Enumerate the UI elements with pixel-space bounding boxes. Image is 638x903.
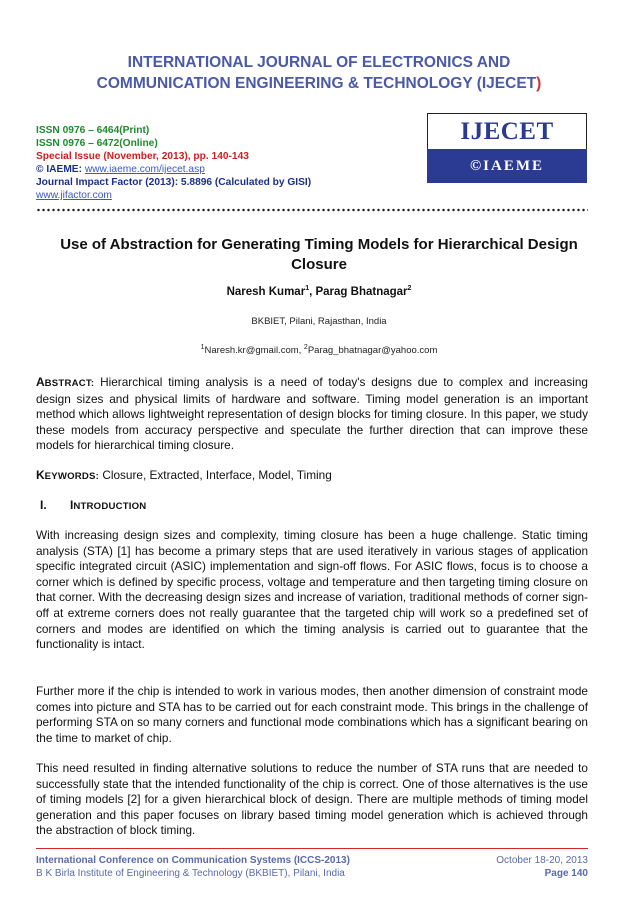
journal-title-line2: COMMUNICATION ENGINEERING & TECHNOLOGY (IJECET) [96, 75, 542, 92]
footer-conference: International Conference on Communication Systems (ICCS-2013) [36, 855, 350, 866]
email-2: Parag_bhatnagar@yahoo.com [307, 345, 438, 356]
iaeme-line [36, 163, 311, 176]
footer-institute: B K Birla Institute of Engineering & Technology (BKBIET), Pilani, India [36, 868, 345, 879]
issn-print: ISSN 0976 – 6464(Print) [36, 125, 150, 136]
authors: Naresh Kumar$^1$, Parag Bhatnagar$^2$ [226, 285, 412, 298]
iaeme-logo-band: ©IAEME [427, 149, 587, 183]
page-number: Page 140 [544, 868, 588, 879]
paper-title: Use of Abstraction for Generating Timing Models for Hierarchical Design Closure [60, 236, 578, 273]
footer-left [36, 854, 350, 880]
author-1: Naresh Kumar [226, 286, 306, 298]
abstract-text: Hierarchical timing analysis is a need of today's designs due to complex and increasing design sizes and physical limits of hardware and software. Timing model generation is an important method which allows lightweight representation of design blocks for timing closure. In this paper, we study these models from accuracy perspective and speculate the further direction that can improve these models for hierarchical timing closure. [36, 375, 588, 453]
email-1: Naresh.kr@gmail.com, [204, 345, 304, 356]
body-paragraph-2: Further more if the chip is intended to work in various modes, then another dimension of constraint mode comes into picture and STA has to be carried out for each constraint mode. This brings in the challenge of performing STA on so many corners and functional mode combinations which has a significant bearing on the time to market of chip. [36, 684, 588, 745]
keywords: KEYWORDS: Closure, Extracted, Interface, Model, Timing [36, 468, 332, 482]
dotted-divider [36, 208, 588, 212]
ijecet-logo: IJECET [427, 113, 587, 150]
footer-divider [36, 848, 588, 849]
body-paragraph-3: This need resulted in finding alternative solutions to reduce the number of STA runs that are needed to successfully state that the intended functionality of the chip is correct. One of those alternatives is the use of timing models [2] for a given hierarchical block of design. There are multiple methods of timing model generation and this paper focuses on library based timing model generation which is achieved through the abstraction of block timing. [36, 761, 588, 838]
issn-online: ISSN 0976 – 6472(Online) [36, 138, 158, 149]
journal-title [0, 52, 638, 94]
impact-factor: Journal Impact Factor (2013): 5.8896 (Calculated by GISI) [36, 177, 312, 188]
section-heading-introduction: I. INTRODUCTION [40, 498, 147, 512]
keywords-text: Closure, Extracted, Interface, Model, Timing [99, 468, 332, 482]
special-issue: Special Issue (November, 2013), pp. 140-143 [36, 151, 249, 162]
author-2: Parag Bhatnagar [315, 286, 408, 298]
abstract: ABSTRACT: Hierarchical timing analysis is a need of today's designs due to complex and increasing design sizes and physical limits of hardware and software. Timing model generation is an important method which allows lightweight representation of design blocks for timing closure. In this paper, we study these models from accuracy perspective and speculate the further direction that can improve these models for hierarchical timing closure. [36, 375, 588, 453]
body-paragraph-1: With increasing design sizes and complexity, timing closure has been a huge challenge. Static timing analysis (STA) [1] has become a primary steps that are used iteratively in various stages of application specific integrated circuit (ASIC) implementation and sign-off flows. For ASIC flows, focus is to choose a corner which is defined by specific process, voltage and temperature and then targeting timing closure on that corner. With the decreasing design sizes and increase of variation, traditional methods of corner sign-off at extreme corners does not really guarantee that the targeted chip will work so a predefined set of corners and modes are identified on which the timing analysis is carried out to guarantee that the functionality is intact. [36, 528, 588, 652]
jifactor-link[interactable]: www.jifactor.com [36, 190, 112, 201]
footer-right [420, 854, 588, 880]
author-emails: $^1$Naresh.kr@gmail.com, $^2$Parag_bhatnagar@yahoo.com [200, 343, 438, 356]
journal-metadata [36, 124, 311, 202]
jifactor-line [36, 189, 311, 202]
journal-title-line1: INTERNATIONAL JOURNAL OF ELECTRONICS AND [127, 54, 511, 71]
iaeme-label: © IAEME: [36, 164, 85, 175]
affiliation: BKBIET, Pilani, Rajasthan, India [251, 316, 387, 327]
footer-date: October 18-20, 2013 [496, 855, 588, 866]
iaeme-link[interactable]: www.iaeme.com/ijecet.asp [84, 164, 205, 175]
